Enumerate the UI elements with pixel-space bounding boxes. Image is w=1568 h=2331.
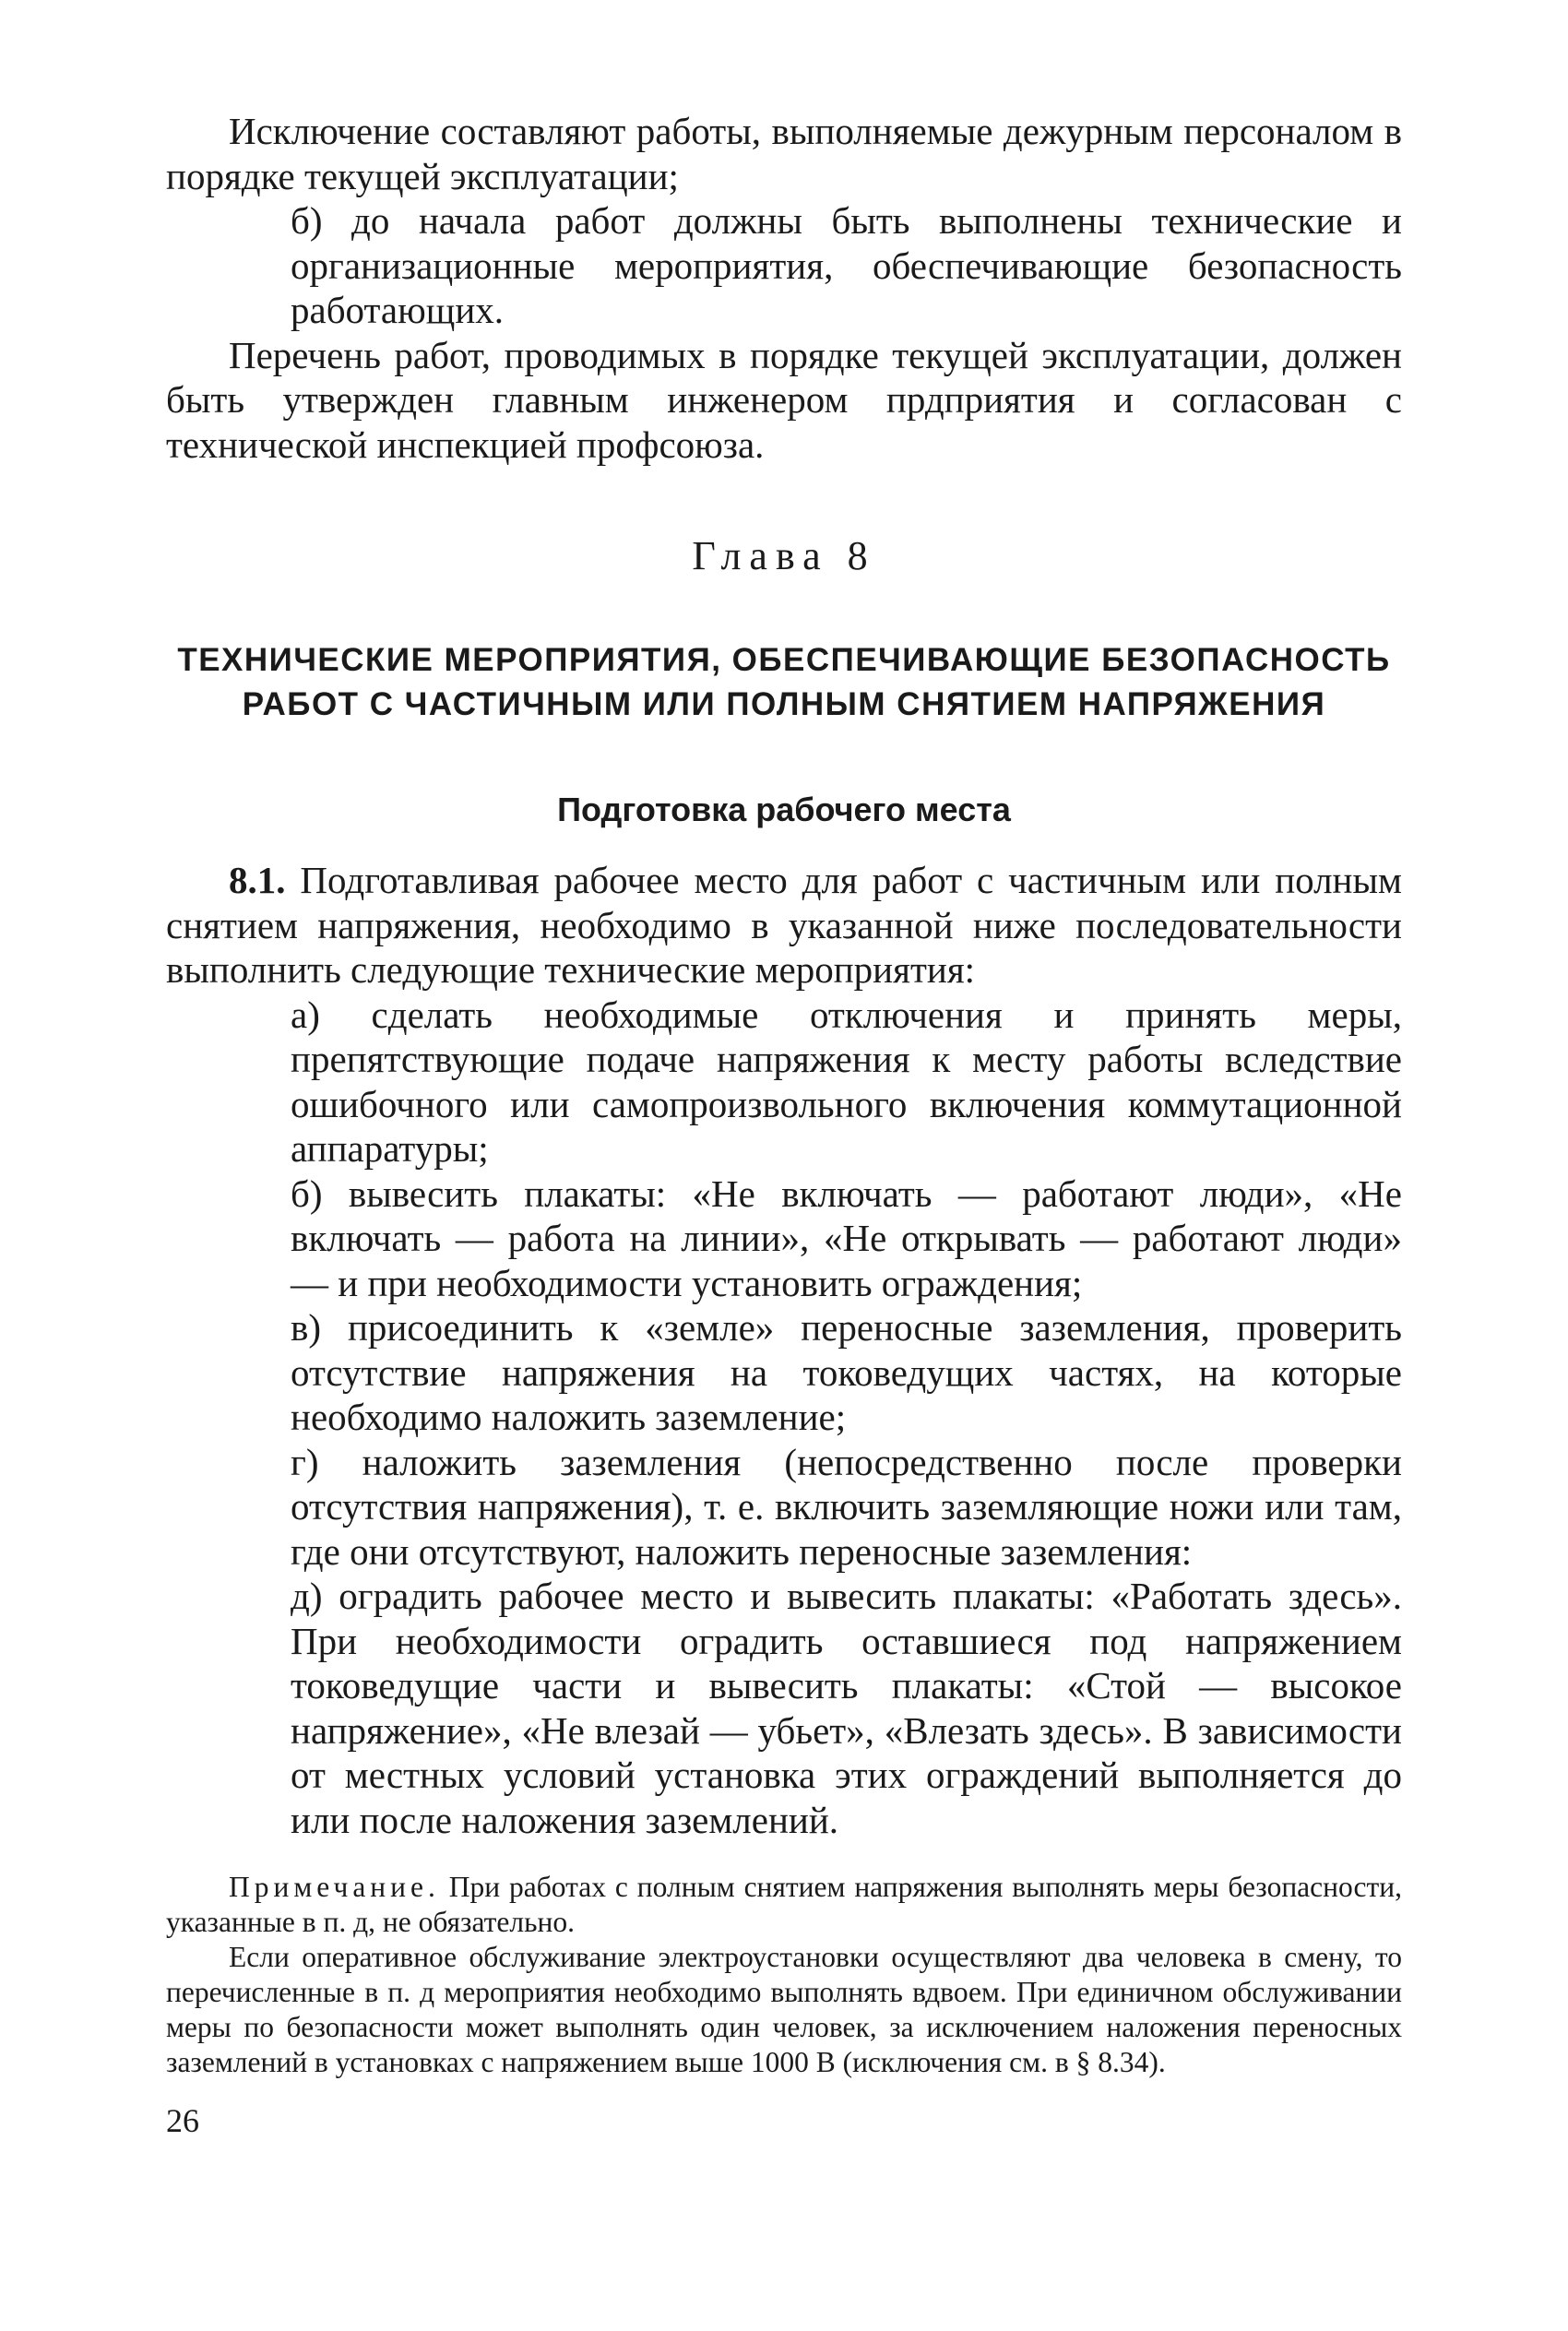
note-1-text: При работах с полным снятием напряжения выполнять меры безопасности, указанные в п. д, не обязательно. — [166, 1871, 1403, 1938]
list-item: в) присоединить к «земле» переносные заземления, проверить отсутствие напряжения на токоведущих частях, на которые необходимо наложить заземление; — [291, 1306, 1402, 1438]
paragraph-works-list: Перечень работ, проводимых в порядке текущей эксплуатации, должен быть утвержден главным инженером прдприятия и согласован с технической инспекцией профсоюза. — [166, 333, 1402, 466]
measures-list — [166, 993, 1402, 1843]
note-label: Примечание. — [229, 1871, 440, 1903]
note-2: Если оперативное обслуживание электроустановки осуществляют два человека в смену, то перечисленные в п. д мероприятия необходимо выполнять вдвоем. При единичном обслуживании меры по безопасности может выполнять один человек, за исключением наложения переносных заземлений в установках с напряжением выше 1000 В (исключения см. в § 8.34). — [166, 1941, 1402, 2078]
continued-list — [166, 198, 1402, 333]
chapter-title-line-2: РАБОТ С ЧАСТИЧНЫМ ИЛИ ПОЛНЫМ СНЯТИЕМ НАПРЯЖЕНИЯ — [242, 686, 1326, 722]
note-1 — [166, 1870, 1402, 1940]
notes-block — [166, 1870, 1402, 2080]
chapter-title — [166, 638, 1402, 727]
chapter-label: Глава 8 — [692, 533, 876, 578]
page-number: 26 — [166, 2102, 199, 2139]
chapter-title-line-1: ТЕХНИЧЕСКИЕ МЕРОПРИЯТИЯ, ОБЕСПЕЧИВАЮЩИЕ БЕЗОПАСНОСТЬ — [177, 642, 1391, 678]
list-item: д) оградить рабочее место и вывесить плакаты: «Работать здесь». При необходимости оградить оставшиеся под напряжением токоведущие части и вывесить плакаты: «Стой — высокое напряжение», «Не влезай — убьет», «Влезать здесь». В зависимости от местных условий установка этих ограждений выполняется до или после наложения заземлений. — [291, 1575, 1402, 1841]
section-title: Подготовка рабочего места — [557, 791, 1011, 828]
clause-number: 8.1. — [229, 859, 286, 901]
list-item: б) вывесить плакаты: «Не включать — работают люди», «Не включать — работа на линии», «Не открывать — работают люди» — и при необходимости установить ограждения; — [291, 1171, 1402, 1304]
paragraph-item-b: б) до начала работ должны быть выполнены технические и организационные мероприятия, обеспечивающие безопасность работающих. — [291, 199, 1402, 331]
clause-8-1 — [166, 858, 1402, 993]
paragraph-exception: Исключение составляют работы, выполняемые дежурным персоналом в порядке текущей эксплуатации; — [166, 110, 1402, 197]
list-item: г) наложить заземления (непосредственно после проверки отсутствия напряжения), т. е. включить заземляющие ножи или там, где они отсутствуют, наложить переносные заземления: — [291, 1440, 1402, 1573]
clause-text: Подготавливая рабочее место для работ с частичным или полным снятием напряжения, необходимо в указанной ниже последовательности выполнить следующие технические мероприятия: — [166, 859, 1402, 991]
list-item: а) сделать необходимые отключения и принять меры, препятствующие подаче напряжения к месту работы вследствие ошибочного или самопроизвольного включения коммутационной аппаратуры; — [291, 993, 1402, 1170]
